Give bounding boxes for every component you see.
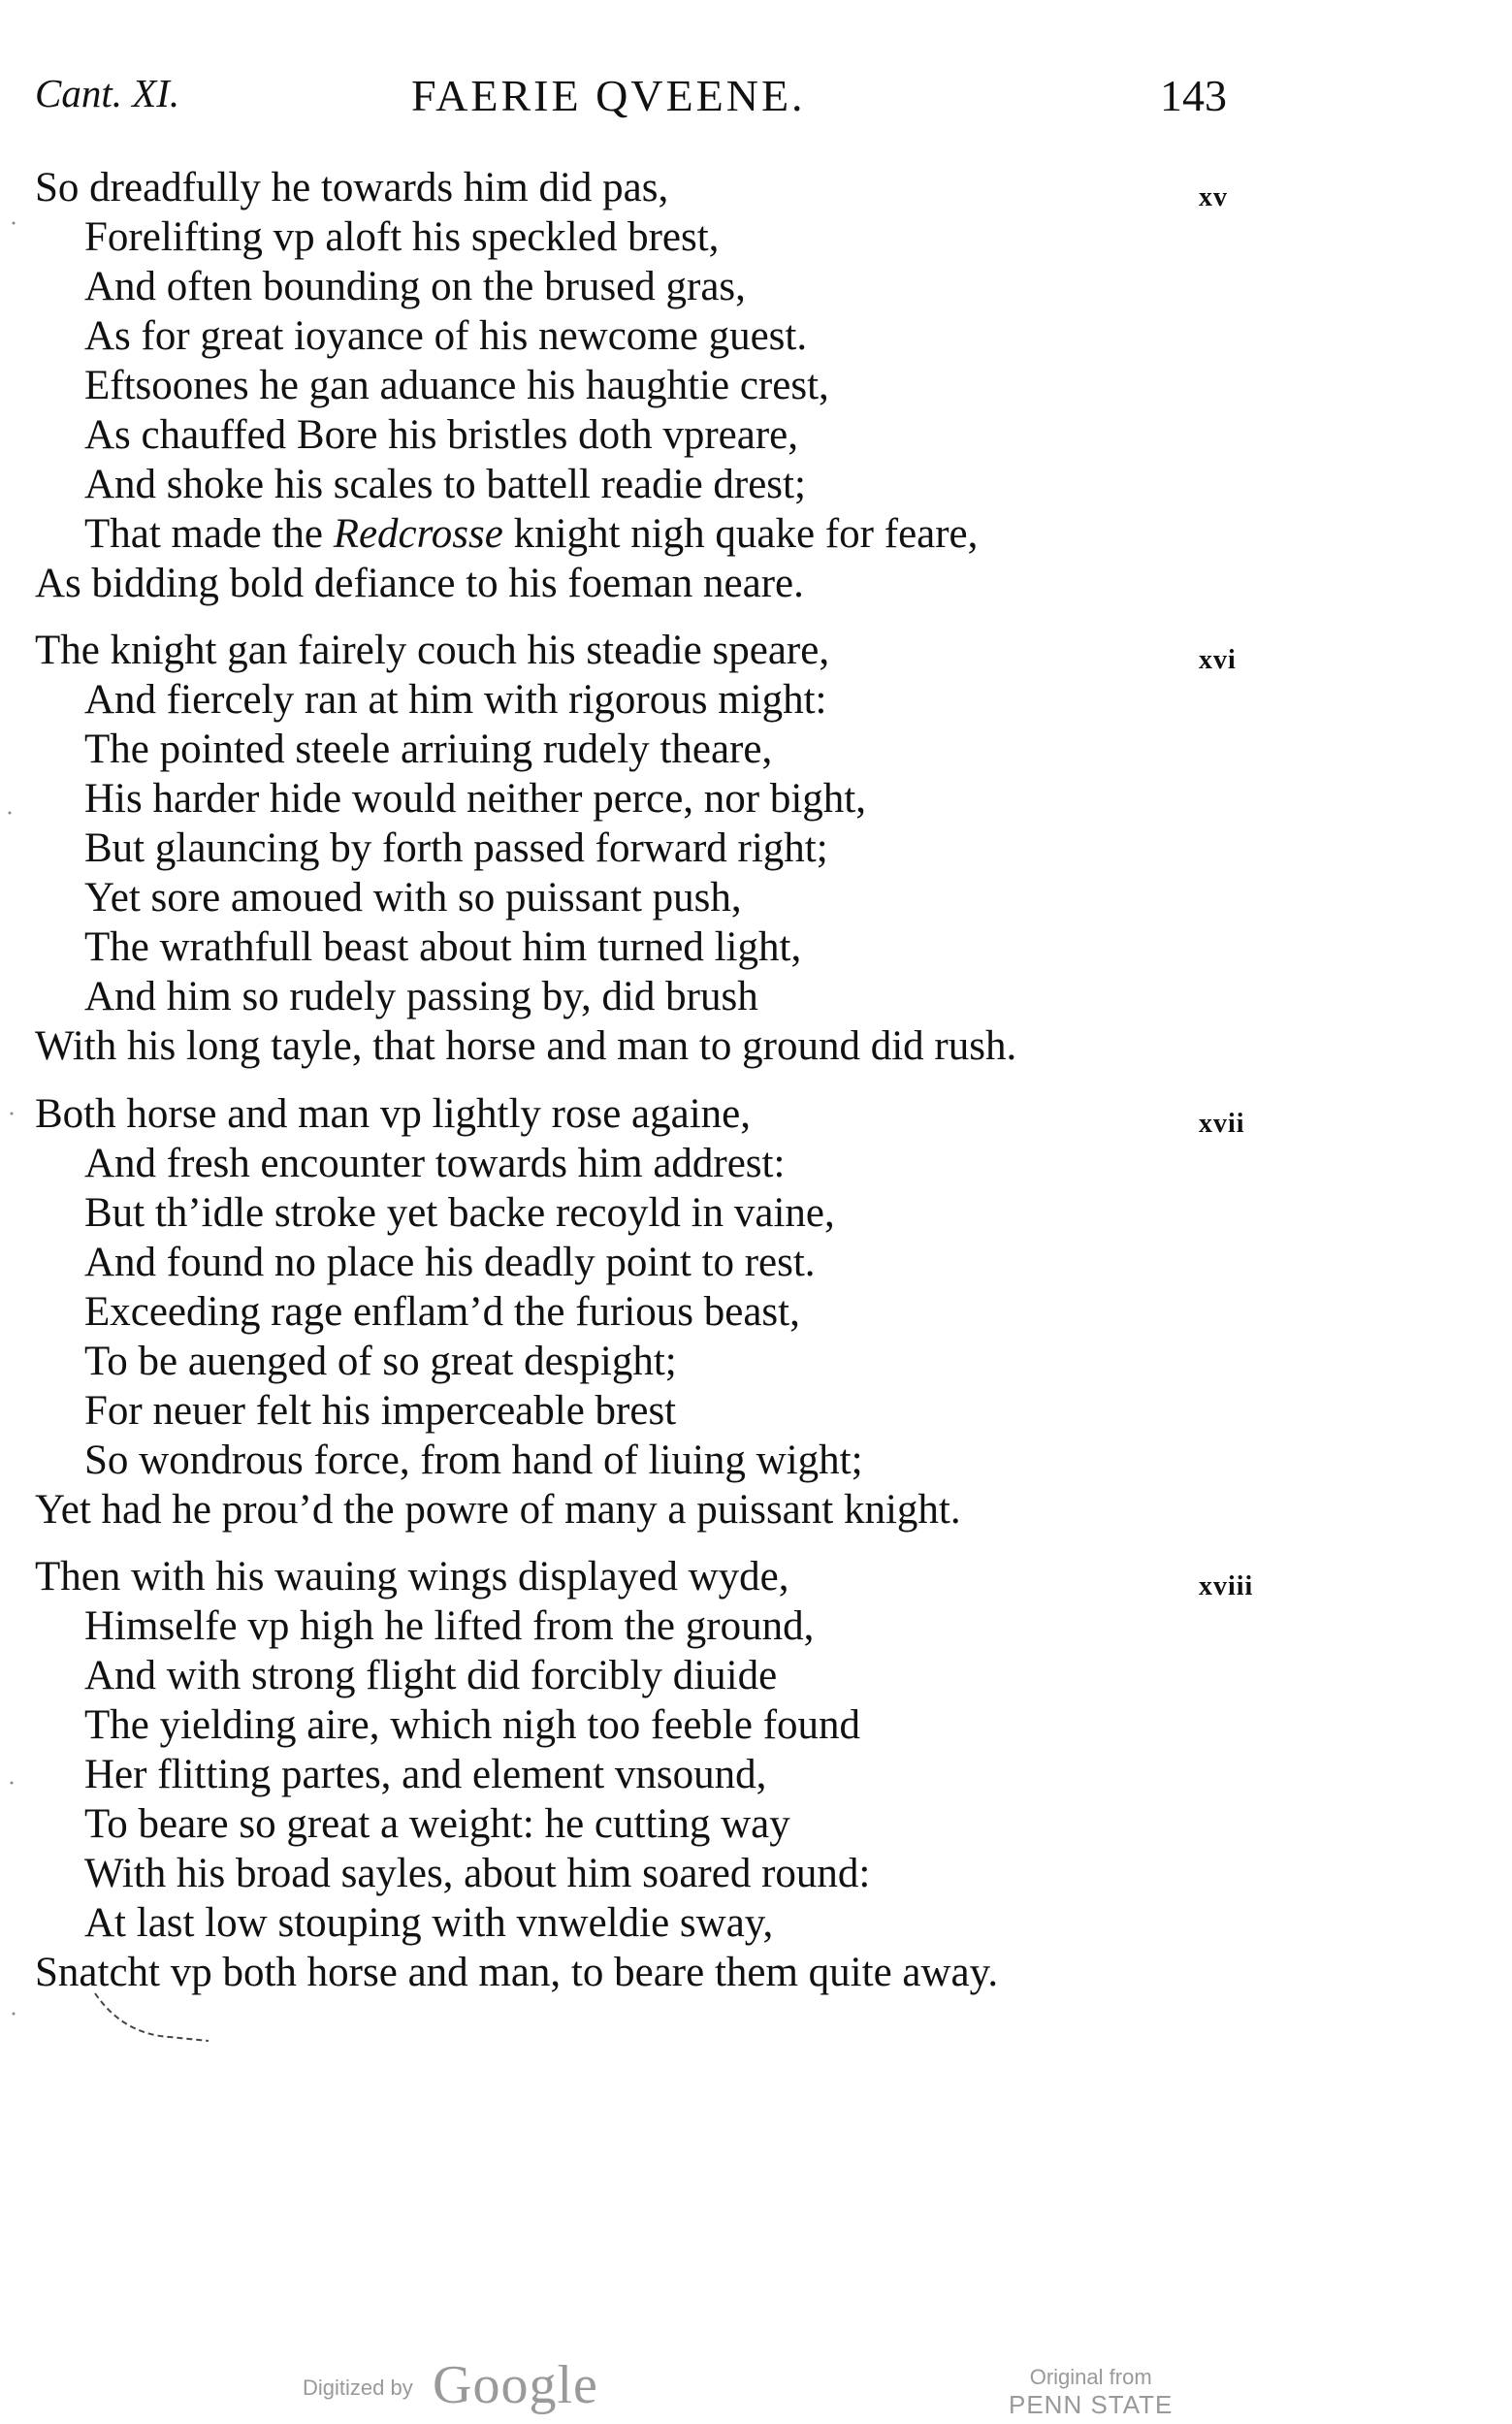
verse-text: And fiercely ran at him with rigorous might: — [84, 677, 827, 723]
canto-label: Cant. XI. — [35, 71, 180, 115]
verse-text: Forelifting vp aloft his speckled brest, — [84, 214, 720, 260]
verse-text: With his long tayle, that horse and man to ground did rush. — [35, 1023, 1017, 1069]
verse-text: His harder hide would neither perce, nor bight, — [84, 776, 866, 822]
verse-text: Snatcht vp both horse and man, to beare them quite away. — [35, 1950, 999, 1995]
verse-text: The yielding aire, which nigh too feeble found — [84, 1702, 861, 1748]
verse-text: To be auenged of so great despight; — [84, 1339, 677, 1384]
book-title: FAERIE QVEENE. — [411, 71, 806, 120]
google-logo: Google — [433, 2355, 598, 2415]
verse-text: Yet had he prou’d the powre of many a puissant knight. — [35, 1487, 961, 1533]
verse-text: As for great ioyance of his newcome guest. — [84, 313, 808, 359]
verse-text: The pointed steele arriuing rudely theare, — [84, 727, 773, 772]
verse-text: The knight gan fairely couch his steadie speare, — [35, 628, 830, 673]
verse-text: So dreadfully he towards him did pas, — [35, 165, 669, 210]
verse-text: knight nigh quake for feare, — [502, 511, 979, 557]
verse-text: For neuer felt his imperceable brest — [84, 1388, 677, 1434]
verse-text: With his broad sayles, about him soared round: — [84, 1851, 871, 1896]
verse-text: But glauncing by forth passed forward right; — [84, 825, 828, 871]
stanza-number: xviii — [1199, 1571, 1254, 1601]
verse-text: Yet sore amoued with so puissant push, — [84, 875, 742, 921]
verse-text: As bidding bold defiance to his foeman neare. — [35, 561, 804, 606]
verse-text: Exceeding rage enflam’d the furious beast, — [84, 1289, 800, 1335]
verse-text: And often bounding on the brused gras, — [84, 264, 746, 309]
verse-text: And with strong flight did forcibly diuide — [84, 1653, 778, 1698]
verse-text: As chauffed Bore his bristles doth vpreare, — [84, 412, 798, 458]
verse-text: Redcrosse — [333, 511, 503, 557]
verse-text: So wondrous force, from hand of liuing wight; — [84, 1438, 863, 1483]
digitized-by-label: Digitized by — [303, 2376, 413, 2400]
page-number: 143 — [1160, 71, 1227, 120]
verse-text: Both horse and man vp lightly rose againe, — [35, 1091, 752, 1137]
verse-text: And fresh encounter towards him addrest: — [84, 1141, 786, 1186]
stanza-number: xvi — [1199, 645, 1237, 675]
verse-text: And found no place his deadly point to rest. — [84, 1240, 816, 1285]
verse-text: To beare so great a weight: he cutting way — [84, 1801, 790, 1847]
verse-text: And shoke his scales to battell readie drest; — [84, 462, 806, 507]
verse-text: And him so rudely passing by, did brush — [84, 974, 758, 1019]
verse-text: Himselfe vp high he lifted from the ground, — [84, 1603, 815, 1649]
original-from-label: Original from — [1029, 2365, 1152, 2389]
stanza-number: xv — [1199, 182, 1228, 212]
stanza-number: xvii — [1199, 1109, 1245, 1139]
verse-text: The wrathfull beast about him turned light, — [84, 924, 802, 970]
verse-text: At last low stouping with vnweldie sway, — [84, 1900, 774, 1946]
verse-text: Then with his wauing wings displayed wyde, — [35, 1554, 789, 1600]
original-source — [1009, 2364, 1173, 2418]
scan-footer — [0, 2352, 1512, 2420]
institution-label: PENN STATE — [1009, 2390, 1174, 2419]
verse-text: But th’idle stroke yet backe recoyld in vaine, — [84, 1190, 835, 1236]
verse-text: That made the — [84, 511, 334, 557]
verse-text: Her flitting partes, and element vnsound, — [84, 1752, 767, 1797]
verse-text: Eftsoones he gan aduance his haughtie crest, — [84, 363, 829, 408]
